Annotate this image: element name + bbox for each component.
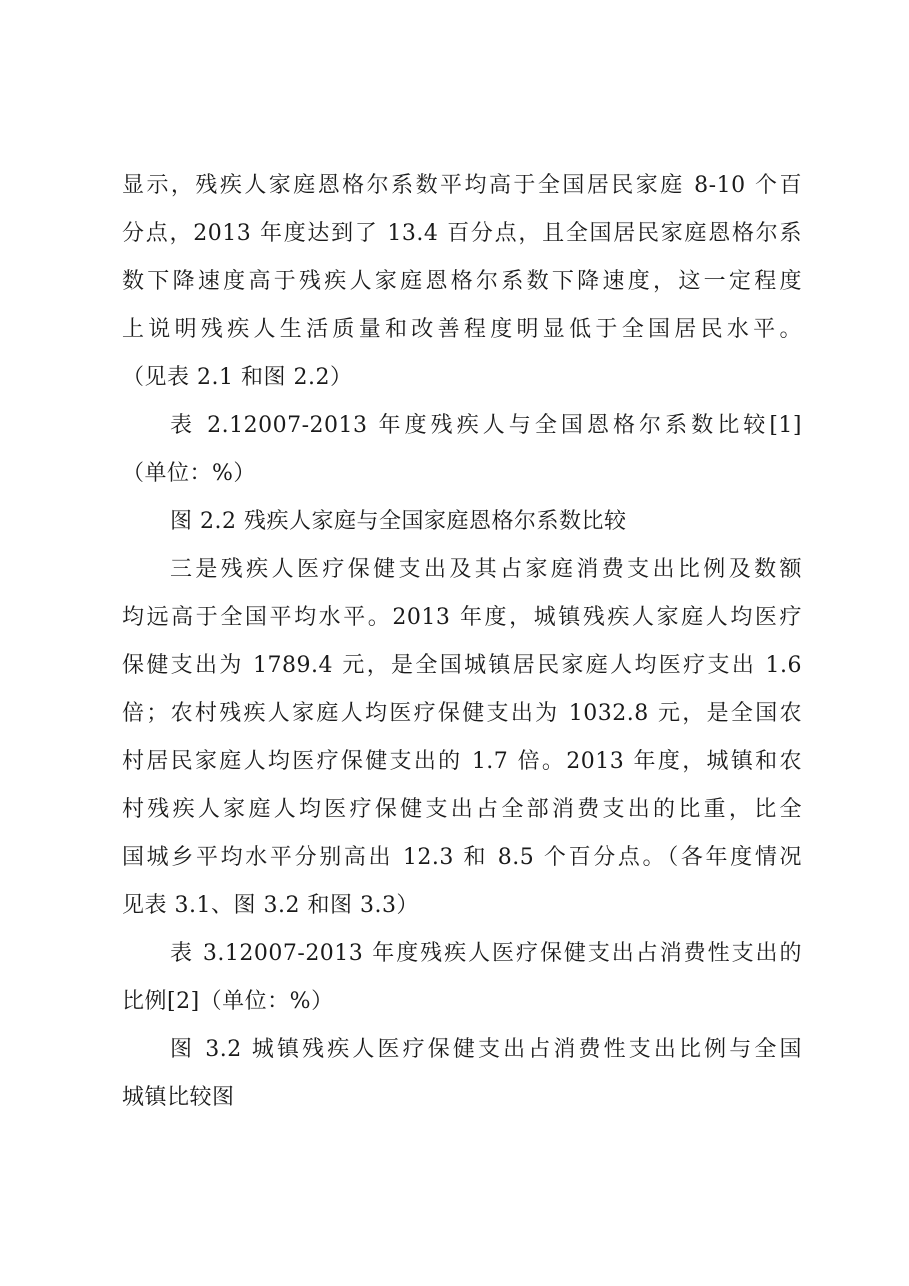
table-2-1-caption [122,402,802,498]
text-line: 村居民家庭人均医疗保健支出的 1.7 倍。2013 年度，城镇和农 [122,749,802,774]
figure-2-2-caption [122,498,802,546]
text-line: 数下降速度高于残疾人家庭恩格尔系数下降速度，这一定程度 [122,269,802,294]
text-line: 三是残疾人医疗保健支出及其占家庭消费支出比例及数额 [170,557,802,582]
text-line: 均远高于全国平均水平。2013 年度，城镇残疾人家庭人均医疗 [122,605,802,630]
text-line: 上说明残疾人生活质量和改善程度明显低于全国居民水平。 [122,317,802,342]
caption-line: 图 2.2 残疾人家庭与全国家庭恩格尔系数比较 [170,509,627,534]
caption-line: 表 3.12007-2013 年度残疾人医疗保健支出占消费性支出的 [170,941,802,966]
table-3-1-caption [122,930,802,1026]
paragraph-engel-summary [122,162,802,402]
text-line: 倍；农村残疾人家庭人均医疗保健支出为 1032.8 元，是全国农 [122,701,802,726]
text-line: 显示，残疾人家庭恩格尔系数平均高于全国居民家庭 8-10 个百 [122,173,802,198]
text-line: （见表 2.1 和图 2.2） [122,365,353,390]
caption-line: 表 2.12007-2013 年度残疾人与全国恩格尔系数比较[1] [170,413,802,438]
paragraph-medical-expense [122,546,802,930]
caption-line: 图 3.2 城镇残疾人医疗保健支出占消费性支出比例与全国 [170,1037,802,1062]
caption-line: 比例[2]（单位：%） [122,989,334,1014]
text-line: 村残疾人家庭人均医疗保健支出占全部消费支出的比重，比全 [122,797,802,822]
caption-line: （单位：%） [122,461,256,486]
document-body [122,162,802,1122]
figure-3-2-caption [122,1026,802,1122]
text-line: 分点，2013 年度达到了 13.4 百分点，且全国居民家庭恩格尔系 [122,221,802,246]
caption-line: 城镇比较图 [122,1085,235,1110]
text-line: 保健支出为 1789.4 元，是全国城镇居民家庭人均医疗支出 1.6 [122,653,802,678]
text-line: 国城乡平均水平分别高出 12.3 和 8.5 个百分点。（各年度情况 [122,845,802,870]
text-line: 见表 3.1、图 3.2 和图 3.3） [122,893,419,918]
